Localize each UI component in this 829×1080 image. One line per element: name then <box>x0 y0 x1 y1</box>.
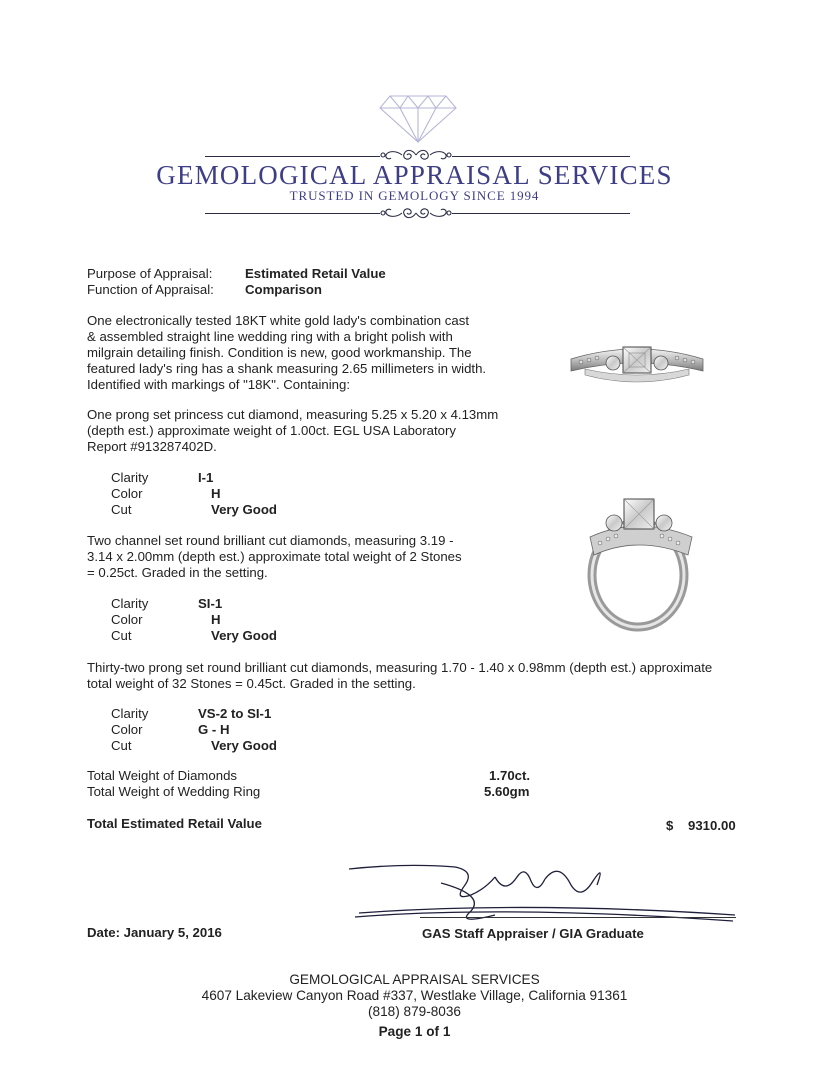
ring-side-photo <box>567 325 707 405</box>
footer-company: GEMOLOGICAL APPRAISAL SERVICES <box>289 972 540 987</box>
stone-line: = 0.25ct. Graded in the setting. <box>87 565 268 580</box>
stone-line: One prong set princess cut diamond, measuring 5.25 x 5.20 x 4.13mm <box>87 407 499 422</box>
grade-row <box>111 706 411 722</box>
description-line: & assembled straight line wedding ring with a bright polish with <box>87 329 453 344</box>
currency-symbol: $ <box>666 818 674 833</box>
grade-label: Clarity <box>111 470 149 485</box>
description-line: One electronically tested 18KT white gold lady's combination cast <box>87 313 469 328</box>
grade-label: Color <box>111 486 143 501</box>
purpose-value: Estimated Retail Value <box>245 266 386 281</box>
grade-value: H <box>211 486 221 501</box>
total-ring-value: 5.60gm <box>484 784 530 799</box>
grade-row <box>111 628 411 644</box>
grade-value: Very Good <box>211 502 277 517</box>
flourish-bottom <box>378 202 454 224</box>
footer-address: 4607 Lakeview Canyon Road #337, Westlake Village, California 91361 <box>201 988 628 1003</box>
grade-row <box>111 502 411 518</box>
grade-label: Color <box>111 722 143 737</box>
total-diamonds-value: 1.70ct. <box>489 768 531 783</box>
function-label: Function of Appraisal: <box>87 282 214 297</box>
stone-2-grades <box>111 596 411 644</box>
appraiser-title: GAS Staff Appraiser / GIA Graduate <box>422 926 644 941</box>
grade-row <box>111 486 411 502</box>
description-line: milgrain detailing finish. Condition is new, good workmanship. The <box>87 345 472 360</box>
stone-3-description <box>87 660 747 692</box>
description-line: featured lady's ring has a shank measuring 2.65 millimeters in width. <box>87 361 487 376</box>
stone-line: Two channel set round brilliant cut diamonds, measuring 3.19 - <box>87 533 454 548</box>
grade-row <box>111 612 411 628</box>
stone-2-description <box>87 533 507 581</box>
grade-value: Very Good <box>211 628 277 643</box>
stone-line: (depth est.) approximate weight of 1.00ct. EGL USA Laboratory <box>87 423 456 438</box>
grade-value: I-1 <box>198 470 214 485</box>
grade-row <box>111 722 411 738</box>
stone-line: Thirty-two prong set round brilliant cut diamonds, measuring 1.70 - 1.40 x 0.98mm (depth est.) approximate <box>87 660 713 675</box>
stone-3-grades <box>111 706 411 754</box>
appraiser-signature <box>345 855 745 935</box>
stone-line: 3.14 x 2.00mm (depth est.) approximate total weight of 2 Stones <box>87 549 462 564</box>
company-name: GEMOLOGICAL APPRAISAL SERVICES <box>156 160 673 190</box>
signature-line <box>420 917 736 918</box>
function-value: Comparison <box>245 282 322 297</box>
diamond-icon <box>378 92 458 144</box>
page-number: Page 1 of 1 <box>378 1024 451 1039</box>
stone-line: Report #913287402D. <box>87 439 217 454</box>
description-line: Identified with markings of "18K". Containing: <box>87 377 350 392</box>
logo <box>0 0 829 230</box>
grade-value: Very Good <box>211 738 277 753</box>
grade-row <box>111 596 411 612</box>
grade-row <box>111 738 411 754</box>
ring-angle-photo <box>580 485 700 635</box>
grade-label: Cut <box>111 738 132 753</box>
grade-value: VS-2 to SI-1 <box>198 706 272 721</box>
retail-value: 9310.00 <box>688 818 736 833</box>
grade-label: Cut <box>111 628 132 643</box>
purpose-label: Purpose of Appraisal: <box>87 266 213 281</box>
stone-1-grades <box>111 470 411 518</box>
grade-label: Cut <box>111 502 132 517</box>
grade-value: G - H <box>198 722 230 737</box>
grade-row <box>111 470 411 486</box>
grade-label: Clarity <box>111 596 149 611</box>
total-diamonds-label: Total Weight of Diamonds <box>87 768 238 783</box>
grade-label: Clarity <box>111 706 149 721</box>
stone-line: total weight of 32 Stones = 0.45ct. Graded in the setting. <box>87 676 416 691</box>
grade-label: Color <box>111 612 143 627</box>
total-ring-label: Total Weight of Wedding Ring <box>87 784 261 799</box>
retail-value-label: Total Estimated Retail Value <box>87 816 262 831</box>
tagline: TRUSTED IN GEMOLOGY SINCE 1994 <box>289 188 540 203</box>
footer-phone: (818) 879-8036 <box>368 1004 461 1019</box>
appraisal-date: Date: January 5, 2016 <box>87 925 222 940</box>
ring-description <box>87 313 507 393</box>
stone-1-description <box>87 407 507 455</box>
grade-value: H <box>211 612 221 627</box>
grade-value: SI-1 <box>198 596 223 611</box>
